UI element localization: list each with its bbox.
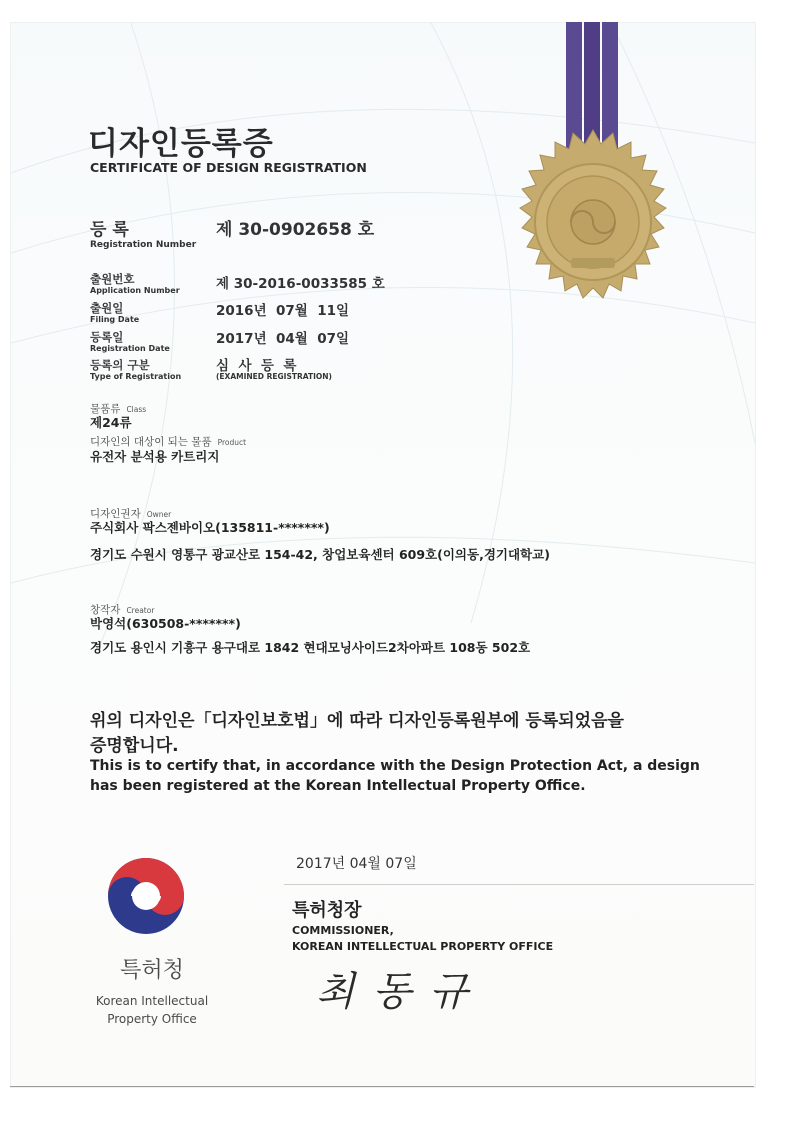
creator-label-ko: 창작자 xyxy=(90,604,121,616)
application-number: 제 30-2016-0033585 호 xyxy=(216,276,385,292)
certification-en-line2: has been registered at the Korean Intellectual Property Office. xyxy=(90,778,586,794)
creator-address: 경기도 용인시 기흥구 용구대로 1842 현대모닝사이드2차아파트 108동 502호 xyxy=(90,640,531,655)
commissioner-title-en2: KOREAN INTELLECTUAL PROPERTY OFFICE xyxy=(292,940,554,953)
bottom-border xyxy=(10,1086,754,1087)
gold-seal-icon xyxy=(500,22,690,312)
creator-name: 박영석(630508-*******) xyxy=(90,616,241,631)
commissioner-title-en1: COMMISSIONER, xyxy=(292,924,394,937)
owner-label-ko: 디자인권자 xyxy=(90,508,141,520)
application-label-ko: 출원번호 xyxy=(90,272,135,286)
registration-label-en: Registration Number xyxy=(90,240,197,250)
issue-date: 2017년 04월 07일 xyxy=(296,856,417,872)
filing-label-ko: 출원일 xyxy=(90,301,124,315)
registration-type-en: (EXAMINED REGISTRATION) xyxy=(216,372,332,381)
registration-number: 제 30-0902658 호 xyxy=(216,220,375,240)
class-value: 제24류 xyxy=(90,415,132,430)
owner-address: 경기도 수원시 영통구 광교산로 154-42, 창업보육센터 609호(이의동,경기대학교) xyxy=(90,547,550,562)
filing-label-en: Filing Date xyxy=(90,315,140,324)
reg-date-label-en: Registration Date xyxy=(90,344,170,353)
reg-type-label-ko: 등록의 구분 xyxy=(90,358,150,372)
class-label-en: Class xyxy=(126,405,147,414)
registration-label-ko: 등 록 xyxy=(90,220,129,240)
registration-date: 2017년 04월 07일 xyxy=(216,331,350,347)
logo-name-en-line1: Korean Intellectual xyxy=(95,994,209,1008)
logo-name-en-line2: Property Office xyxy=(107,1012,197,1026)
certification-ko-line2: 증명합니다. xyxy=(90,736,179,756)
application-label-en: Application Number xyxy=(90,286,180,295)
commissioner-title-ko: 특허청장 xyxy=(292,900,362,921)
certification-en-line1: This is to certify that, in accordance with the Design Protection Act, a design xyxy=(90,758,700,774)
commissioner-signature: 최동규 xyxy=(316,969,486,1015)
title-korean: 디자인등록증 xyxy=(88,126,274,162)
reg-date-label-ko: 등록일 xyxy=(90,330,124,344)
logo-name-ko: 특허청 xyxy=(120,958,184,983)
creator-label-en: Creator xyxy=(126,606,155,615)
certification-ko-line1: 위의 디자인은「디자인보호법」에 따라 디자인등록원부에 등록되었음을 xyxy=(90,711,624,731)
reg-type-label-en: Type of Registration xyxy=(90,372,182,381)
owner-name: 주식회사 팍스젠바이오(135811-*******) xyxy=(90,520,330,535)
footer-divider xyxy=(284,884,754,885)
title-english: CERTIFICATE OF DESIGN REGISTRATION xyxy=(90,160,367,175)
product-value: 유전자 분석용 카트리지 xyxy=(90,449,220,464)
filing-date: 2016년 07월 11일 xyxy=(216,303,350,319)
product-label-ko: 디자인의 대상이 되는 물품 xyxy=(90,436,212,448)
taegeuk-icon xyxy=(106,856,186,936)
product-label-en: Product xyxy=(217,438,247,447)
owner-label-en: Owner xyxy=(146,510,172,519)
registration-type: 심 사 등 록 xyxy=(216,358,297,374)
class-label-ko: 물품류 xyxy=(90,403,121,415)
